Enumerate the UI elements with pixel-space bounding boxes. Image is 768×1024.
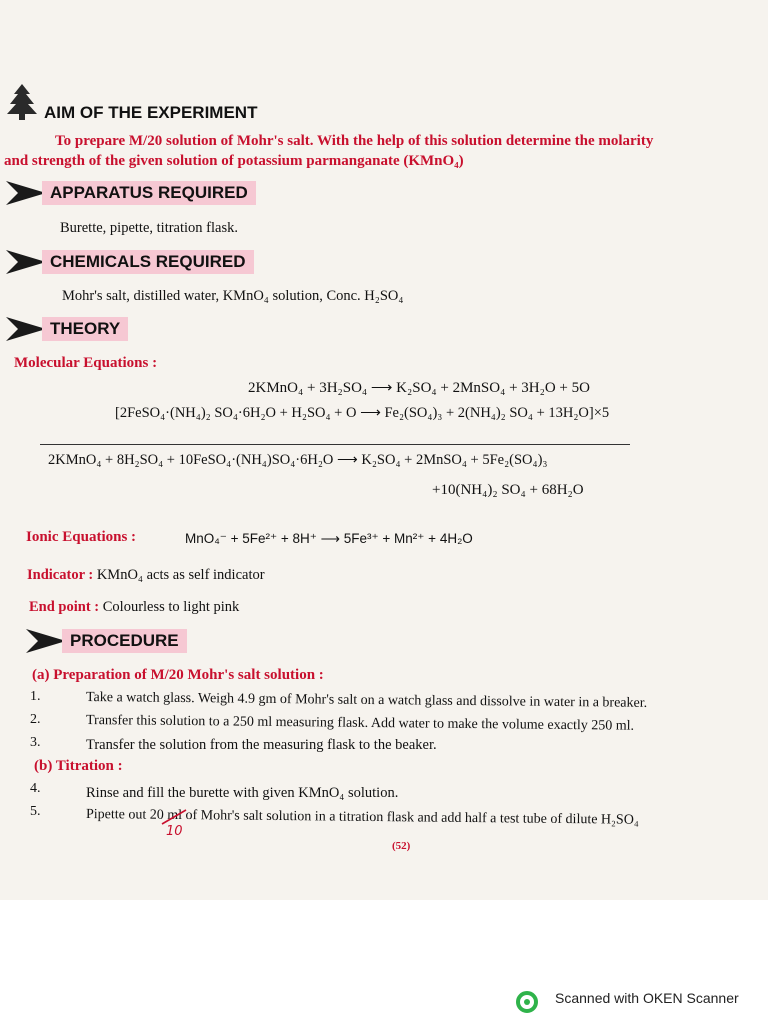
part-a-label: (a) Preparation of M/20 Mohr's salt solution : xyxy=(32,667,324,683)
indicator-row xyxy=(27,567,265,584)
step-3-text: Transfer the solution from the measuring flask to the beaker. xyxy=(86,737,437,753)
endpoint-text: Colourless to light pink xyxy=(102,599,240,615)
apparatus-text: Burette, pipette, titration flask. xyxy=(60,220,238,236)
theory-heading: THEORY xyxy=(42,317,128,341)
arrow-icon xyxy=(6,316,46,342)
apparatus-heading: APPARATUS REQUIRED xyxy=(42,181,256,205)
arrow-icon xyxy=(6,180,46,206)
step-3-num: 3. xyxy=(30,735,41,750)
molecular-label: Molecular Equations : xyxy=(14,355,158,371)
equation-3b: +10(NH₄)₂ SO₄ + 68H₂O xyxy=(432,482,584,498)
ionic-label: Ionic Equations : xyxy=(26,529,137,545)
procedure-heading: PROCEDURE xyxy=(62,629,187,653)
arrow-icon xyxy=(6,249,46,275)
step-2-num: 2. xyxy=(30,712,41,727)
ionic-equation: MnO₄⁻ + 5Fe²⁺ + 8H⁺ ⟶ 5Fe³⁺ + Mn²⁺ + 4H₂O xyxy=(185,531,473,546)
chemicals-header xyxy=(6,249,254,275)
aim-line-2: and strength of the given solution of potassium parmanganate (KMnO₄) xyxy=(4,153,464,169)
chemicals-heading: CHEMICALS REQUIRED xyxy=(42,250,254,274)
sum-line xyxy=(40,444,630,445)
step-2-text: Transfer this solution to a 250 ml measuring flask. Add water to make the volume exactly 250 ml. xyxy=(85,713,635,734)
scanner-watermark: Scanned with OKEN Scanner xyxy=(555,990,739,1006)
step-4-num: 4. xyxy=(30,781,41,796)
step-1-text: Take a watch glass. Weigh 4.9 gm of Mohr's salt on a watch glass and dissolve in water in a breaker. xyxy=(85,690,648,711)
indicator-text: KMnO₄ acts as self indicator xyxy=(96,567,265,583)
aim-heading: AIM OF THE EXPERIMENT xyxy=(44,103,258,122)
step-4-text: Rinse and fill the burette with given KMnO₄ solution. xyxy=(86,785,399,801)
handwritten-note: 10 xyxy=(166,824,183,839)
step-1-num: 1. xyxy=(30,689,41,704)
indicator-label: Indicator : xyxy=(27,567,94,583)
aim-line-1: To prepare M/20 solution of Mohr's salt. With the help of this solution determine the molarity xyxy=(55,133,654,149)
oken-logo-icon xyxy=(516,991,538,1013)
chemicals-text: Mohr's salt, distilled water, KMnO₄ solution, Conc. H₂SO₄ xyxy=(62,288,404,304)
step-5-num: 5. xyxy=(30,804,41,819)
step-5-text: Pipette out 20 ml of Mohr's salt solution in a titration flask and add half a test tube of dilute H₂SO₄ xyxy=(85,807,639,828)
endpoint-label: End point : xyxy=(29,599,100,615)
apparatus-header xyxy=(6,180,256,206)
tree-icon xyxy=(4,82,40,122)
equation-3a: 2KMnO₄ + 8H₂SO₄ + 10FeSO₄·(NH₄)SO₄·6H₂O ⟶ K₂SO₄ + 2MnSO₄ + 5Fe₂(SO₄)₃ xyxy=(48,452,548,468)
page-number: (52) xyxy=(392,840,411,852)
endpoint-row xyxy=(29,599,239,616)
equation-2: [2FeSO₄·(NH₄)₂ SO₄·6H₂O + H₂SO₄ + O ⟶ Fe₂(SO₄)₃ + 2(NH₄)₂ SO₄ + 13H₂O]×5 xyxy=(115,405,610,421)
part-b-label: (b) Titration : xyxy=(34,758,123,774)
arrow-icon xyxy=(26,628,66,654)
theory-header xyxy=(6,316,128,342)
procedure-header xyxy=(26,628,187,654)
equation-1: 2KMnO₄ + 3H₂SO₄ ⟶ K₂SO₄ + 2MnSO₄ + 3H₂O + 5O xyxy=(248,380,590,396)
